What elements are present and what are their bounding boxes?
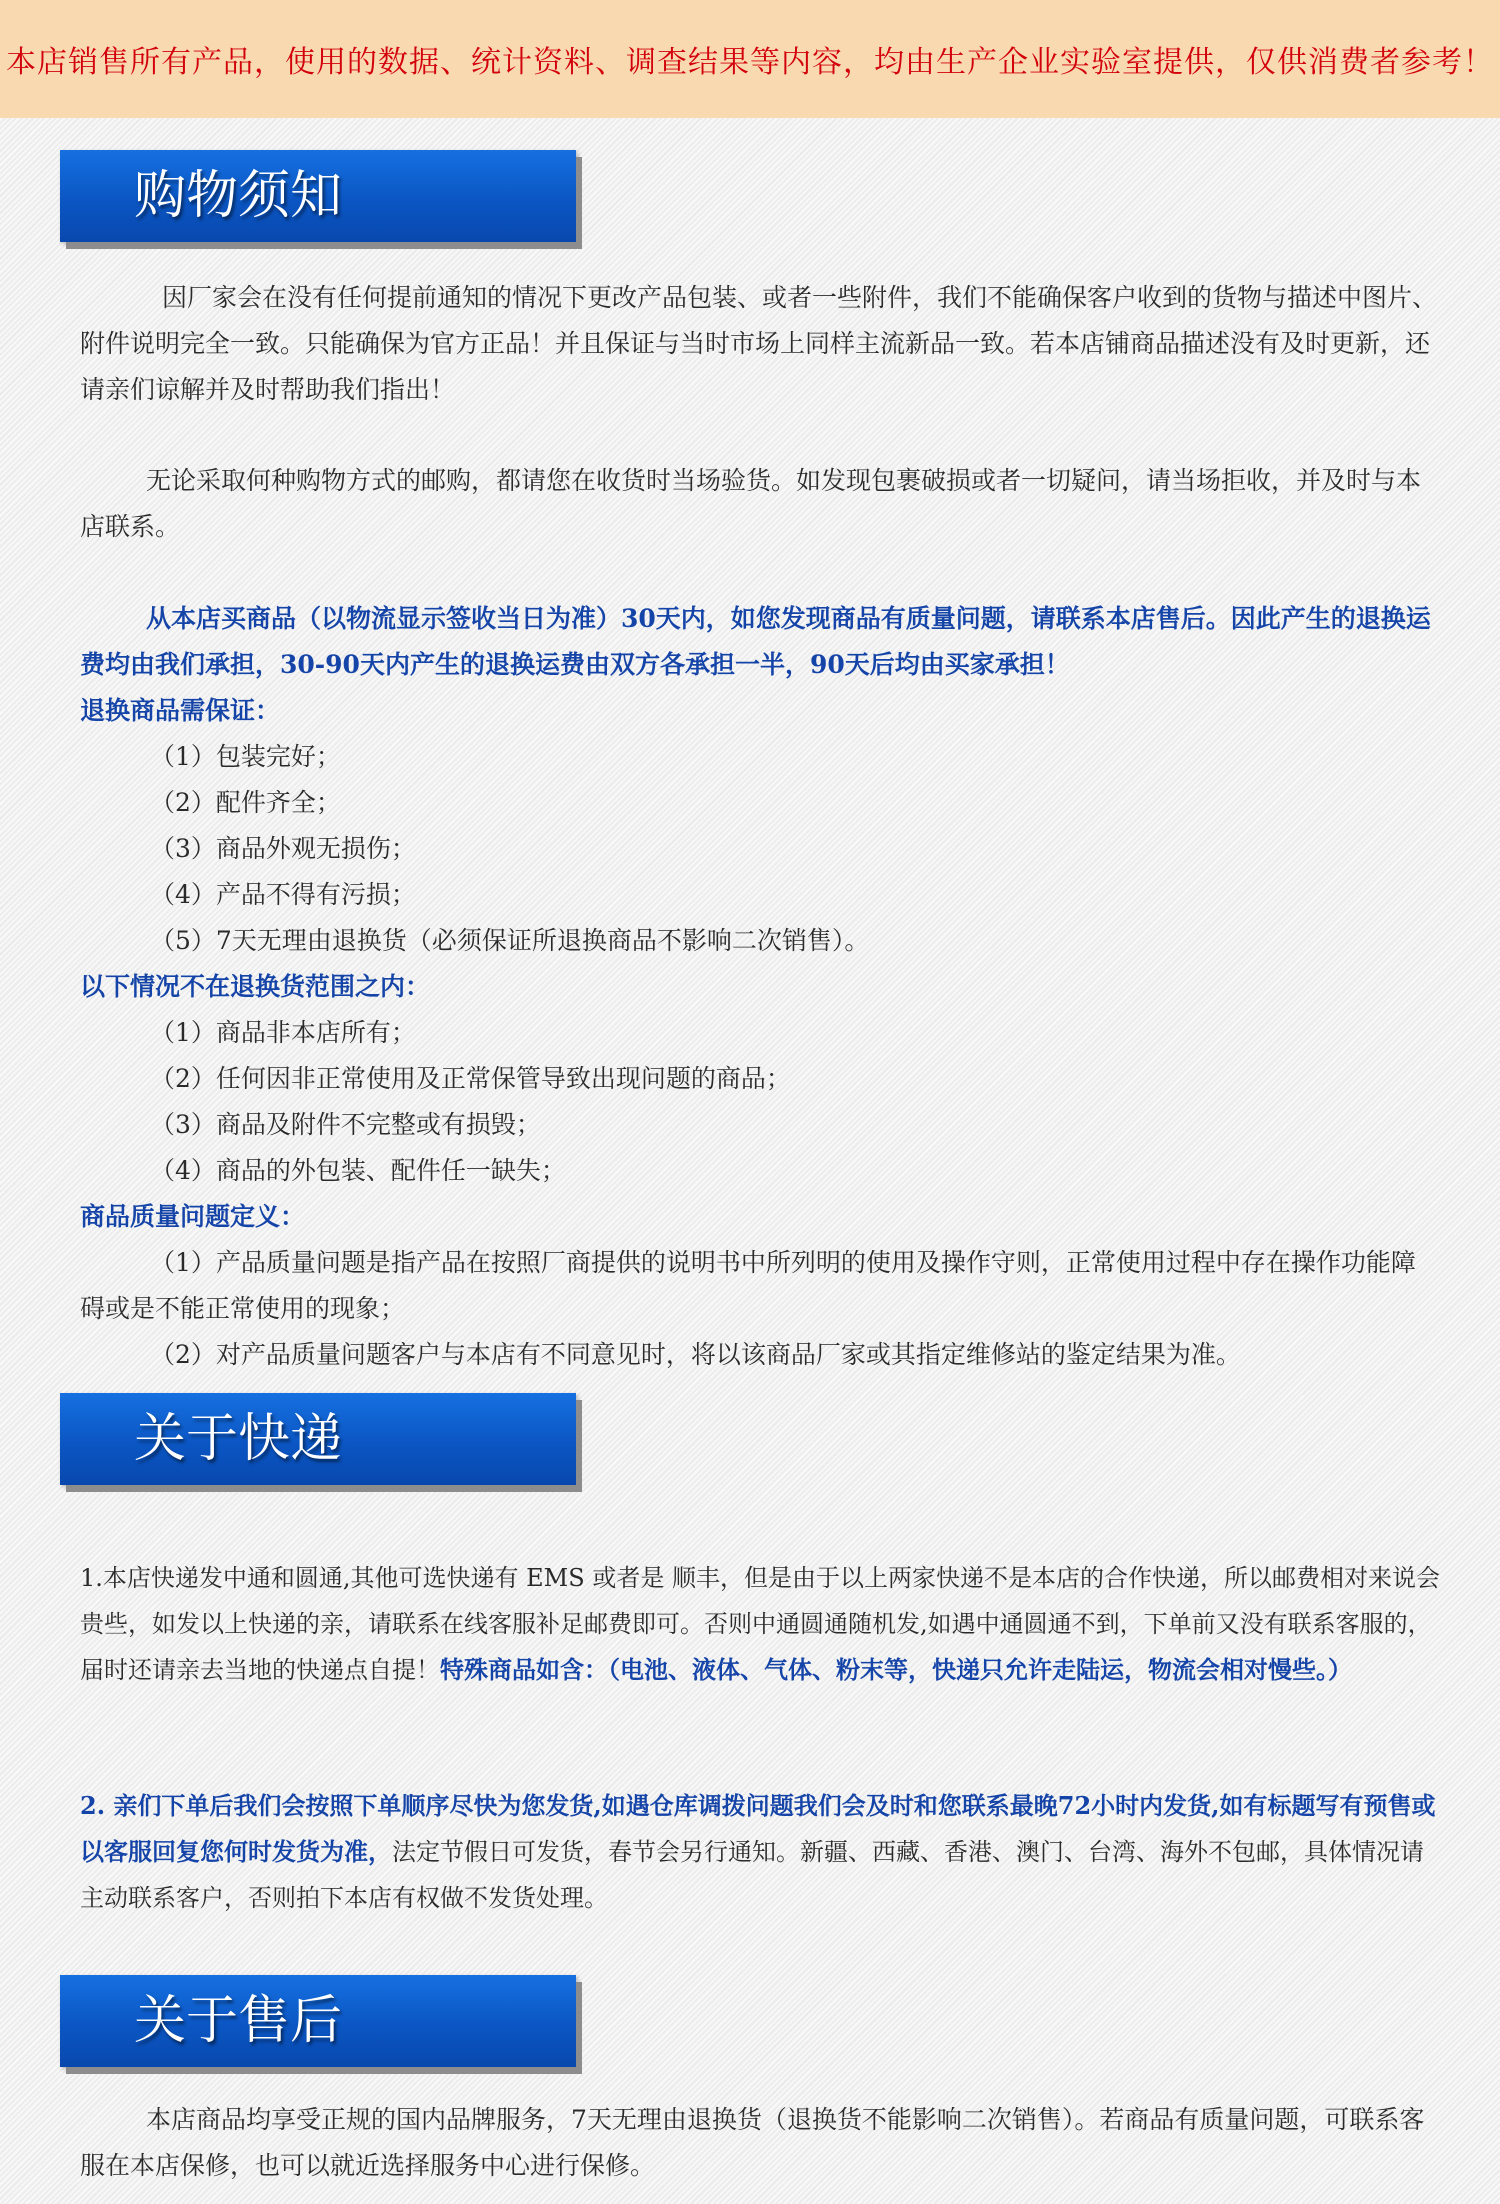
list-item: （5）7天无理由退换货（必须保证所退换商品不影响二次销售）。	[150, 926, 870, 955]
shopping-paragraph-2: 无论采取何种购物方式的邮购，都请您在收货时当场验货。如发现包裹破损或者一切疑问，请当场拒收，并及时与本店联系。	[80, 466, 1422, 541]
express-paragraph-1	[80, 1555, 1440, 1693]
list-item: （4）产品不得有污损；	[150, 880, 416, 909]
list-item: （2）任何因非正常使用及正常保管导致出现问题的商品；	[150, 1064, 791, 1093]
section-title-aftersale: 关于售后	[134, 1991, 343, 2051]
section-title-shopping: 购物须知	[134, 166, 343, 226]
disclaimer-banner	[0, 0, 1500, 118]
quality-heading: 商品质量问题定义：	[80, 1202, 306, 1231]
quality-item-1: （1）产品质量问题是指产品在按照厂商提供的说明书中所列明的使用及操作守则，正常使用过程中存在操作功能障碍或是不能正常使用的现象；	[80, 1248, 1416, 1323]
shopping-paragraph-1: 因厂家会在没有任何提前通知的情况下更改产品包装、或者一些附件，我们不能确保客户收到的货物与描述中图片、附件说明完全一致。只能确保为官方正品！并且保证与当时市场上同样主流新品一致。若本店铺商品描述没有及时更新，还请亲们谅解并及时帮助我们指出！	[80, 283, 1438, 404]
section-header-shopping	[60, 150, 576, 242]
express-special-goods-note: 特殊商品如含：（电池、液体、气体、粉末等，快递只允许走陆运，物流会相对慢些。）	[440, 1655, 1352, 1684]
section-title-express: 关于快递	[134, 1409, 343, 1469]
list-item: （2）配件齐全；	[150, 788, 341, 817]
list-item: （3）商品外观无损伤；	[150, 834, 416, 863]
quality-item-2: （2）对产品质量问题客户与本店有不同意见时，将以该商品厂家或其指定维修站的鉴定结果为准。	[150, 1340, 1241, 1369]
express-paragraph-1-text: 1.本店快递发中通和圆通,其他可选快递有 EMS 或者是 顺丰，但是由于以上两家快递不是本店的合作快递，所以邮费相对来说会贵些，如发以上快递的亲，请联系在线客服补足邮费即可。否则中通圆通随机发,如遇中通圆通不到，下单前又没有联系客服的，届时还请亲去当地的快递点自提！	[80, 1564, 1440, 1684]
list-item: （3）商品及附件不完整或有损毁；	[150, 1110, 541, 1139]
exclude-heading: 以下情况不在退换货范围之内：	[80, 972, 431, 1001]
return-conditions	[80, 688, 1440, 1378]
section-header-express	[60, 1393, 576, 1485]
return-heading: 退换商品需保证：	[80, 696, 281, 725]
express-paragraph-2-text: 法定节假日可发货，春节会另行通知。新疆、西藏、香港、澳门、台湾、海外不包邮，具体情况请主动联系客户，否则拍下本店有权做不发货处理。	[80, 1838, 1424, 1912]
list-item: （4）商品的外包装、配件任一缺失；	[150, 1156, 566, 1185]
list-item: （1）包装完好；	[150, 742, 341, 771]
express-paragraph-2	[80, 1783, 1440, 1921]
express-shipping-note: 2. 亲们下单后我们会按照下单顺序尽快为您发货,如遇仓库调拨问题我们会及时和您联系最晚72小时内发货,如有标题写有预售或以客服回复您何时发货为准，	[80, 1791, 1436, 1866]
shopping-paragraph-3: 从本店买商品（以物流显示签收当日为准）30天内，如您发现商品有质量问题，请联系本店售后。因此产生的退换运费均由我们承担，30-90天内产生的退换运费由双方各承担一半，90天后均由买家承担！	[80, 604, 1431, 679]
disclaimer-text: 本店销售所有产品，使用的数据、统计资料、调查结果等内容，均由生产企业实验室提供，仅供消费者参考！	[6, 45, 1494, 80]
list-item: （1）商品非本店所有；	[150, 1018, 416, 1047]
aftersale-paragraph-1: 本店商品均享受正规的国内品牌服务，7天无理由退换货（退换货不能影响二次销售）。若商品有质量问题，可联系客服在本店保修，也可以就近选择服务中心进行保修。	[80, 2105, 1425, 2180]
section-header-aftersale	[60, 1975, 576, 2067]
